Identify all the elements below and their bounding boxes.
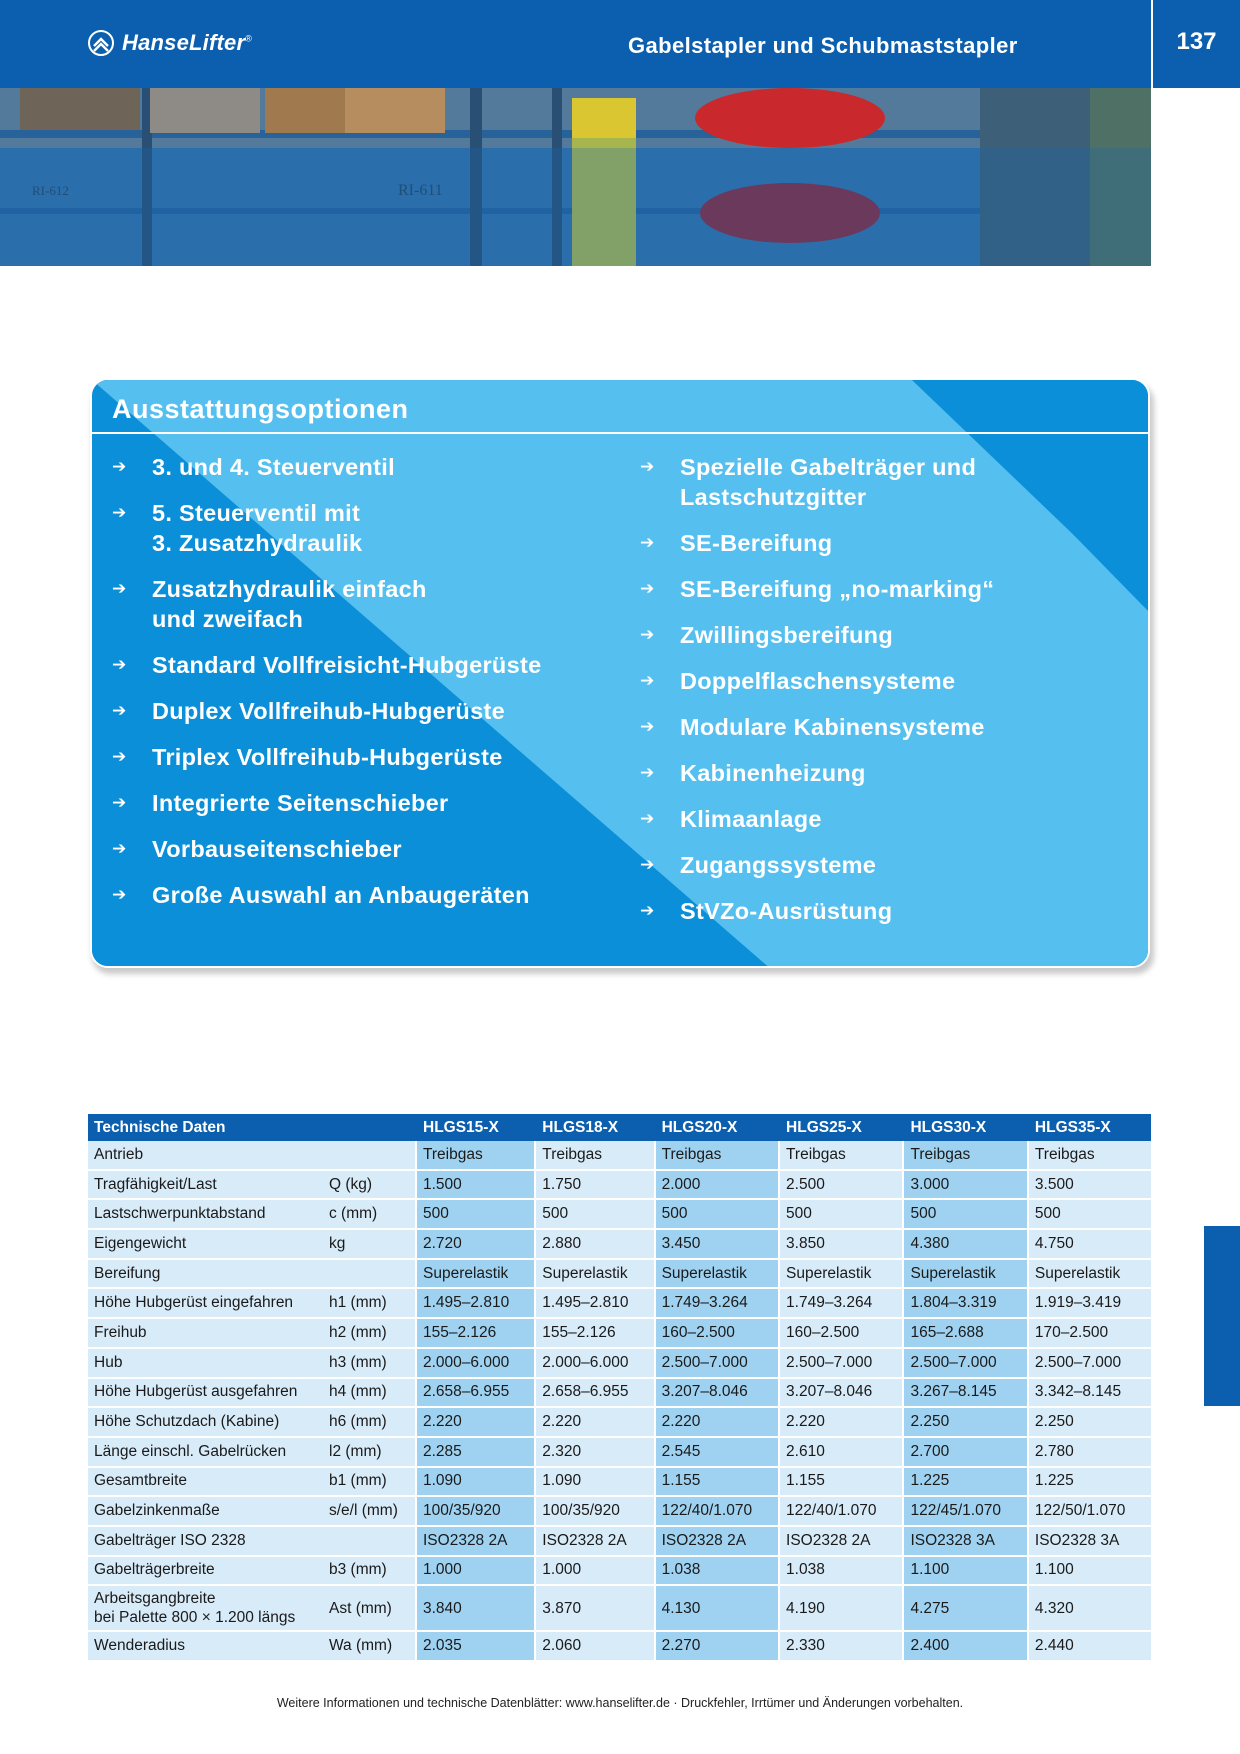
table-row xyxy=(88,1408,1151,1438)
value-cell: 1.919–3.419 xyxy=(1029,1289,1151,1319)
unit-cell: h6 (mm) xyxy=(323,1408,417,1438)
table-row xyxy=(88,1557,1151,1587)
value-cell: 2.500 xyxy=(780,1171,904,1201)
value-cell: 1.500 xyxy=(417,1171,536,1201)
parameter-cell: Gabelträgerbreite xyxy=(88,1557,323,1587)
table-row xyxy=(88,1468,1151,1498)
value-cell: 1.038 xyxy=(780,1557,904,1587)
option-item xyxy=(112,574,612,634)
option-item xyxy=(640,758,1140,788)
value-cell: 3.450 xyxy=(656,1230,780,1260)
value-cell: ISO2328 2A xyxy=(536,1527,655,1557)
arrow-right-icon: ➔ xyxy=(112,701,127,720)
value-cell: 500 xyxy=(656,1200,780,1230)
value-cell: 4.380 xyxy=(904,1230,1028,1260)
value-cell: 4.275 xyxy=(904,1586,1028,1632)
parameter-cell: Wenderadius xyxy=(88,1632,323,1662)
option-item xyxy=(112,788,612,818)
table-title-header: Technische Daten xyxy=(88,1114,323,1141)
arrow-right-icon: ➔ xyxy=(112,839,127,858)
parameter-cell: Höhe Schutzdach (Kabine) xyxy=(88,1408,323,1438)
value-cell: Superelastik xyxy=(904,1260,1028,1290)
value-cell: 3.000 xyxy=(904,1171,1028,1201)
parameter-cell: Höhe Hubgerüst ausgefahren xyxy=(88,1379,323,1409)
model-header: HLGS20-X xyxy=(656,1114,780,1141)
value-cell: 160–2.500 xyxy=(780,1319,904,1349)
options-panel xyxy=(90,378,1150,968)
option-item xyxy=(112,498,612,558)
header-bar xyxy=(0,0,1151,88)
value-cell: 170–2.500 xyxy=(1029,1319,1151,1349)
value-cell: 100/35/920 xyxy=(536,1497,655,1527)
arrow-right-icon: ➔ xyxy=(112,579,127,598)
option-label: Triplex Vollfreihub-Hubgerüste xyxy=(152,744,503,770)
table-row xyxy=(88,1141,1151,1171)
option-label: und zweifach xyxy=(152,606,304,632)
option-item xyxy=(112,742,612,772)
option-label: Lastschutzgitter xyxy=(680,484,867,510)
value-cell: 2.000 xyxy=(656,1171,780,1201)
value-cell: 2.060 xyxy=(536,1632,655,1662)
value-cell: 3.870 xyxy=(536,1586,655,1632)
option-item xyxy=(640,896,1140,926)
value-cell: 2.500–7.000 xyxy=(1029,1349,1151,1379)
option-label: Klimaanlage xyxy=(680,806,822,832)
value-cell: 2.500–7.000 xyxy=(780,1349,904,1379)
arrow-right-icon: ➔ xyxy=(640,625,655,644)
unit-cell: s/e/l (mm) xyxy=(323,1497,417,1527)
arrow-right-icon: ➔ xyxy=(640,809,655,828)
parameter-cell: Gesamtbreite xyxy=(88,1468,323,1498)
value-cell: 1.090 xyxy=(417,1468,536,1498)
option-label: Kabinenheizung xyxy=(680,760,866,786)
value-cell: 1.225 xyxy=(904,1468,1028,1498)
option-label: 3. und 4. Steuerventil xyxy=(152,454,395,480)
value-cell: 3.267–8.145 xyxy=(904,1379,1028,1409)
option-item xyxy=(640,574,1140,604)
value-cell: 1.804–3.319 xyxy=(904,1289,1028,1319)
option-label: 5. Steuerventil mit xyxy=(152,500,361,526)
value-cell: 2.720 xyxy=(417,1230,536,1260)
option-label: Duplex Vollfreihub-Hubgerüste xyxy=(152,698,505,724)
options-list-right xyxy=(640,452,1140,942)
option-label: Standard Vollfreisicht-Hubgerüste xyxy=(152,652,542,678)
value-cell: 500 xyxy=(536,1200,655,1230)
option-label: Zusatzhydraulik einfach xyxy=(152,576,427,602)
table-row xyxy=(88,1230,1151,1260)
option-label: 3. Zusatzhydraulik xyxy=(152,530,363,556)
value-cell: Superelastik xyxy=(417,1260,536,1290)
arrow-right-icon: ➔ xyxy=(112,457,127,476)
option-item xyxy=(112,650,612,680)
unit-cell: b1 (mm) xyxy=(323,1468,417,1498)
unit-cell xyxy=(323,1260,417,1290)
value-cell: 2.000–6.000 xyxy=(536,1349,655,1379)
value-cell: 2.610 xyxy=(780,1438,904,1468)
warehouse-illustration xyxy=(0,88,1151,266)
value-cell: 2.545 xyxy=(656,1438,780,1468)
value-cell: 4.320 xyxy=(1029,1586,1151,1632)
table-header-row xyxy=(88,1114,1151,1141)
rack-label: RI-612 xyxy=(32,183,69,198)
parameter-cell: Gabelzinkenmaße xyxy=(88,1497,323,1527)
options-list-left xyxy=(112,452,612,926)
value-cell: Superelastik xyxy=(1029,1260,1151,1290)
option-item xyxy=(640,850,1140,880)
brand-logo[interactable] xyxy=(88,30,252,56)
parameter-cell: Eigengewicht xyxy=(88,1230,323,1260)
table-row xyxy=(88,1200,1151,1230)
option-item xyxy=(640,452,1140,512)
option-label: Vorbauseitenschieber xyxy=(152,836,402,862)
option-item xyxy=(112,834,612,864)
unit-cell: h1 (mm) xyxy=(323,1289,417,1319)
value-cell: Treibgas xyxy=(1029,1141,1151,1171)
value-cell: ISO2328 2A xyxy=(417,1527,536,1557)
value-cell: 1.750 xyxy=(536,1171,655,1201)
arrow-right-icon: ➔ xyxy=(640,533,655,552)
value-cell: Superelastik xyxy=(536,1260,655,1290)
value-cell: Treibgas xyxy=(536,1141,655,1171)
table-row xyxy=(88,1289,1151,1319)
value-cell: 3.207–8.046 xyxy=(656,1379,780,1409)
value-cell: 2.270 xyxy=(656,1632,780,1662)
parameter-cell: Lastschwerpunktabstand xyxy=(88,1200,323,1230)
unit-cell: c (mm) xyxy=(323,1200,417,1230)
value-cell: 2.880 xyxy=(536,1230,655,1260)
unit-cell: kg xyxy=(323,1230,417,1260)
hanselifter-logo-icon xyxy=(88,30,114,56)
value-cell: 1.749–3.264 xyxy=(656,1289,780,1319)
table-row xyxy=(88,1632,1151,1662)
value-cell: 1.495–2.810 xyxy=(536,1289,655,1319)
section-title: Gabelstapler und Schubmaststapler xyxy=(628,33,1018,58)
model-header: HLGS35-X xyxy=(1029,1114,1151,1141)
rack-label: RI-611 xyxy=(398,182,443,199)
arrow-right-icon: ➔ xyxy=(640,717,655,736)
option-label: Spezielle Gabelträger und xyxy=(680,454,977,480)
value-cell: 3.342–8.145 xyxy=(1029,1379,1151,1409)
value-cell: 1.225 xyxy=(1029,1468,1151,1498)
parameter-cell: Hub xyxy=(88,1349,323,1379)
value-cell: 2.320 xyxy=(536,1438,655,1468)
table-row xyxy=(88,1497,1151,1527)
arrow-right-icon: ➔ xyxy=(640,763,655,782)
table-row xyxy=(88,1260,1151,1290)
table-row xyxy=(88,1319,1151,1349)
value-cell: 2.440 xyxy=(1029,1632,1151,1662)
table-row xyxy=(88,1171,1151,1201)
value-cell: 4.750 xyxy=(1029,1230,1151,1260)
table-row xyxy=(88,1438,1151,1468)
value-cell: 2.220 xyxy=(656,1408,780,1438)
value-cell: 155–2.126 xyxy=(536,1319,655,1349)
warehouse-photo xyxy=(0,88,1151,266)
unit-cell: h3 (mm) xyxy=(323,1349,417,1379)
value-cell: 1.000 xyxy=(417,1557,536,1587)
option-label: SE-Bereifung „no-marking“ xyxy=(680,576,995,602)
value-cell: 4.130 xyxy=(656,1586,780,1632)
value-cell: 100/35/920 xyxy=(417,1497,536,1527)
option-label: Doppelflaschensysteme xyxy=(680,668,956,694)
value-cell: 2.700 xyxy=(904,1438,1028,1468)
option-item xyxy=(112,880,612,910)
value-cell: 500 xyxy=(417,1200,536,1230)
footer-note: Weitere Informationen und technische Datenblätter: www.hanselifter.de · Druckfehler, Irrtümer und Änderungen vorbehalten. xyxy=(276,1696,964,1710)
model-header: HLGS18-X xyxy=(536,1114,655,1141)
parameter-cell: Gabelträger ISO 2328 xyxy=(88,1527,323,1557)
table-row xyxy=(88,1349,1151,1379)
arrow-right-icon: ➔ xyxy=(112,793,127,812)
value-cell: 2.000–6.000 xyxy=(417,1349,536,1379)
unit-header xyxy=(323,1114,417,1141)
model-header: HLGS30-X xyxy=(904,1114,1028,1141)
options-divider xyxy=(92,432,1148,434)
parameter-cell: Länge einschl. Gabelrücken xyxy=(88,1438,323,1468)
value-cell: 2.285 xyxy=(417,1438,536,1468)
value-cell: 1.000 xyxy=(536,1557,655,1587)
model-header: HLGS15-X xyxy=(417,1114,536,1141)
value-cell: 500 xyxy=(904,1200,1028,1230)
value-cell: 4.190 xyxy=(780,1586,904,1632)
value-cell: 1.038 xyxy=(656,1557,780,1587)
value-cell: 1.100 xyxy=(904,1557,1028,1587)
parameter-cell: Antrieb xyxy=(88,1141,323,1171)
value-cell: 1.100 xyxy=(1029,1557,1151,1587)
value-cell: 3.500 xyxy=(1029,1171,1151,1201)
arrow-right-icon: ➔ xyxy=(112,885,127,904)
unit-cell xyxy=(323,1141,417,1171)
unit-cell: l2 (mm) xyxy=(323,1438,417,1468)
parameter-cell: Arbeitsgangbreite bei Palette 800 × 1.200 längs xyxy=(88,1586,323,1632)
unit-cell: Wa (mm) xyxy=(323,1632,417,1662)
option-label: Integrierte Seitenschieber xyxy=(152,790,449,816)
section-side-tab xyxy=(1204,1226,1240,1406)
options-title: Ausstattungsoptionen xyxy=(112,394,409,424)
value-cell: 155–2.126 xyxy=(417,1319,536,1349)
value-cell: 2.220 xyxy=(536,1408,655,1438)
arrow-right-icon: ➔ xyxy=(640,671,655,690)
value-cell: 122/50/1.070 xyxy=(1029,1497,1151,1527)
arrow-right-icon: ➔ xyxy=(112,747,127,766)
value-cell: 3.840 xyxy=(417,1586,536,1632)
parameter-cell: Bereifung xyxy=(88,1260,323,1290)
unit-cell xyxy=(323,1527,417,1557)
value-cell: 3.850 xyxy=(780,1230,904,1260)
value-cell: 2.500–7.000 xyxy=(904,1349,1028,1379)
option-label: Modulare Kabinensysteme xyxy=(680,714,985,740)
value-cell: Treibgas xyxy=(656,1141,780,1171)
table-row xyxy=(88,1379,1151,1409)
option-item xyxy=(640,712,1140,742)
brand-name: HanseLifter® xyxy=(122,30,253,55)
value-cell: 1.155 xyxy=(780,1468,904,1498)
value-cell: 2.220 xyxy=(780,1408,904,1438)
value-cell: 2.658–6.955 xyxy=(417,1379,536,1409)
value-cell: Treibgas xyxy=(417,1141,536,1171)
unit-cell: h2 (mm) xyxy=(323,1319,417,1349)
value-cell: 2.500–7.000 xyxy=(656,1349,780,1379)
value-cell: 160–2.500 xyxy=(656,1319,780,1349)
value-cell: 500 xyxy=(780,1200,904,1230)
value-cell: 165–2.688 xyxy=(904,1319,1028,1349)
value-cell: Treibgas xyxy=(904,1141,1028,1171)
page-number: 137 xyxy=(1153,0,1240,88)
value-cell: Superelastik xyxy=(656,1260,780,1290)
value-cell: 2.250 xyxy=(1029,1408,1151,1438)
option-label: Große Auswahl an Anbaugeräten xyxy=(152,882,530,908)
value-cell: 2.330 xyxy=(780,1632,904,1662)
arrow-right-icon: ➔ xyxy=(112,655,127,674)
option-item xyxy=(112,452,612,482)
value-cell: 2.250 xyxy=(904,1408,1028,1438)
arrow-right-icon: ➔ xyxy=(640,855,655,874)
value-cell: ISO2328 2A xyxy=(656,1527,780,1557)
technical-data-table xyxy=(88,1114,1151,1662)
model-header: HLGS25-X xyxy=(780,1114,904,1141)
arrow-right-icon: ➔ xyxy=(640,579,655,598)
unit-cell: b3 (mm) xyxy=(323,1557,417,1587)
unit-cell: h4 (mm) xyxy=(323,1379,417,1409)
value-cell: 1.090 xyxy=(536,1468,655,1498)
value-cell: 1.749–3.264 xyxy=(780,1289,904,1319)
option-item xyxy=(640,620,1140,650)
table-row xyxy=(88,1527,1151,1557)
option-label: Zugangssysteme xyxy=(680,852,877,878)
value-cell: ISO2328 3A xyxy=(904,1527,1028,1557)
option-item xyxy=(112,696,612,726)
arrow-right-icon: ➔ xyxy=(640,457,655,476)
value-cell: ISO2328 2A xyxy=(780,1527,904,1557)
option-label: Zwillingsbereifung xyxy=(680,622,893,648)
value-cell: 2.780 xyxy=(1029,1438,1151,1468)
unit-cell: Q (kg) xyxy=(323,1171,417,1201)
value-cell: 3.207–8.046 xyxy=(780,1379,904,1409)
value-cell: 122/40/1.070 xyxy=(656,1497,780,1527)
value-cell: Treibgas xyxy=(780,1141,904,1171)
value-cell: 1.495–2.810 xyxy=(417,1289,536,1319)
parameter-cell: Freihub xyxy=(88,1319,323,1349)
value-cell: 2.035 xyxy=(417,1632,536,1662)
option-item xyxy=(640,804,1140,834)
option-item xyxy=(640,528,1140,558)
arrow-right-icon: ➔ xyxy=(640,901,655,920)
value-cell: 500 xyxy=(1029,1200,1151,1230)
option-item xyxy=(640,666,1140,696)
value-cell: 122/40/1.070 xyxy=(780,1497,904,1527)
value-cell: Superelastik xyxy=(780,1260,904,1290)
value-cell: 2.220 xyxy=(417,1408,536,1438)
option-label: StVZo-Ausrüstung xyxy=(680,898,893,924)
value-cell: 1.155 xyxy=(656,1468,780,1498)
parameter-cell: Höhe Hubgerüst eingefahren xyxy=(88,1289,323,1319)
unit-cell: Ast (mm) xyxy=(323,1586,417,1632)
value-cell: ISO2328 3A xyxy=(1029,1527,1151,1557)
option-label: SE-Bereifung xyxy=(680,530,833,556)
parameter-cell: Tragfähigkeit/Last xyxy=(88,1171,323,1201)
value-cell: 2.400 xyxy=(904,1632,1028,1662)
arrow-right-icon: ➔ xyxy=(112,503,127,522)
table-row xyxy=(88,1586,1151,1632)
value-cell: 122/45/1.070 xyxy=(904,1497,1028,1527)
value-cell: 2.658–6.955 xyxy=(536,1379,655,1409)
